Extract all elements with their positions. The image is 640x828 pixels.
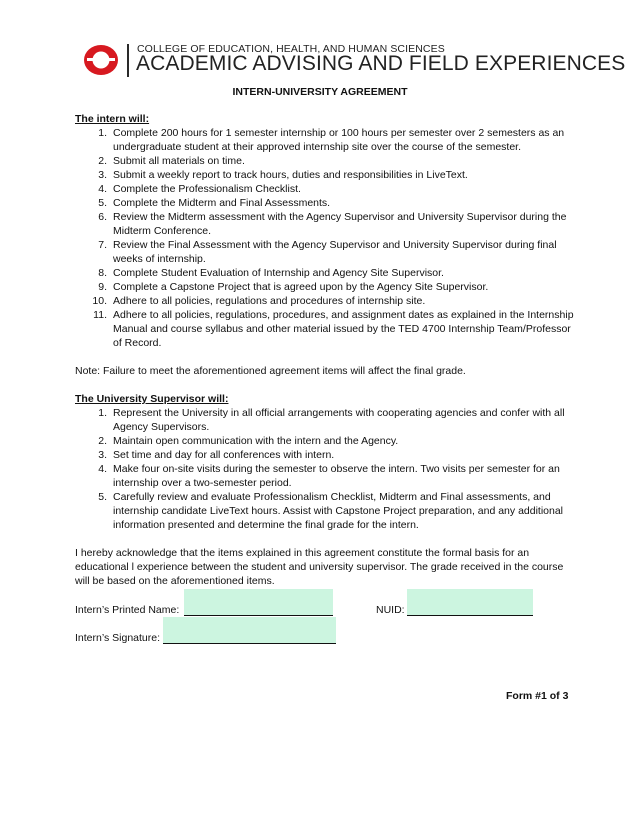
list-text: Submit a weekly report to track hours, duties and responsibilities in LiveText. [113,169,468,181]
signature-underline [163,643,336,644]
nuid-input[interactable] [407,589,533,616]
list-item [75,126,575,154]
supervisor-obligations-list [75,406,575,532]
list-text: Review the Final Assessment with the Agency Supervisor and University Supervisor during final weeks of internship. [113,239,557,265]
list-number: 6. [98,211,107,223]
nuid-label: NUID: [376,604,405,616]
intern-obligations-list [75,126,575,350]
list-item [75,434,575,448]
list-item [75,168,575,182]
list-number: 7. [98,239,107,251]
list-number: 4. [98,183,107,195]
list-item [75,182,575,196]
list-item [75,308,575,350]
list-item [75,196,575,210]
form-number: Form #1 of 3 [506,690,569,702]
list-number: 3. [98,169,107,181]
list-number: 3. [98,449,107,461]
acknowledgement-text: I hereby acknowledge that the items explained in this agreement constitute the formal basis for an educational l experience between the student and university supervisor. The grade received in the course will be based on the aforementioned items. [75,547,564,587]
signature-input[interactable] [163,617,336,644]
list-number: 2. [98,435,107,447]
list-item [75,294,575,308]
signature-label: Intern’s Signature: [75,632,161,644]
list-number: 11. [93,309,107,321]
list-item [75,266,575,280]
unomaha-logo-icon [81,42,121,83]
college-name: COLLEGE OF EDUCATION, HEALTH, AND HUMAN SCIENCES [137,43,445,55]
document-title: INTERN-UNIVERSITY AGREEMENT [232,86,408,98]
list-number: 1. [98,127,107,139]
list-text: Review the Midterm assessment with the Agency Supervisor and University Supervisor during the Midterm Conference. [113,211,567,237]
list-number: 5. [98,491,107,503]
list-number: 4. [98,463,107,475]
list-number: 8. [98,267,107,279]
list-number: 10. [92,295,107,307]
list-text: Complete 200 hours for 1 semester internship or 100 hours per semester over 2 semesters as an undergraduate student at their approved internship site over the course of the semester. [113,127,565,153]
list-item [75,448,575,462]
list-item [75,238,575,266]
list-text: Complete Student Evaluation of Internship and Agency Site Supervisor. [113,267,444,279]
list-text: Submit all materials on time. [113,155,245,167]
list-text: Complete a Capstone Project that is agreed upon by the Agency Site Supervisor. [113,281,489,293]
printed-name-input[interactable] [184,589,333,616]
list-number: 1. [98,407,107,419]
list-item [75,406,575,434]
list-text: Adhere to all policies, regulations, procedures, and assignment dates as explained in the Internship Manual and course syllabus and other material issued by the TED 4700 Internship Team/Professor of Record. [113,309,574,349]
printed-name-label: Intern’s Printed Name: [75,604,180,616]
list-text: Complete the Midterm and Final Assessments. [113,197,331,209]
nuid-underline [407,615,533,616]
list-text: Set time and day for all conferences with intern. [113,449,335,461]
list-text: Adhere to all policies, regulations and procedures of internship site. [113,295,426,307]
list-item [75,462,575,490]
list-text: Make four on-site visits during the semester to observe the intern. Two visits per semester for an internship over a two-semester period. [113,463,560,489]
agreement-body [75,112,575,588]
list-number: 5. [98,197,107,209]
list-text: Carefully review and evaluate Professionalism Checklist, Midterm and Final assessments, and internship candidate LiveText hours. Assist with Capstone Project preparation, and any additional information presented and determine the final grade for the intern. [113,491,564,531]
supervisor-section-heading: The University Supervisor will: [75,393,229,405]
list-text: Complete the Professionalism Checklist. [113,183,301,195]
list-item [75,154,575,168]
printed-name-underline [184,615,333,616]
list-text: Represent the University in all official arrangements with cooperating agencies and confer with all Agency Supervisors. [113,407,565,433]
header-divider [127,44,129,77]
list-item [75,490,575,532]
list-text: Maintain open communication with the intern and the Agency. [113,435,399,447]
list-item [75,280,575,294]
department-name: ACADEMIC ADVISING AND FIELD EXPERIENCES [136,52,626,75]
intern-section-heading: The intern will: [75,113,150,125]
list-number: 2. [98,155,107,167]
grade-note: Note: Failure to meet the aforementioned agreement items will affect the final grade. [75,365,466,377]
list-item [75,210,575,238]
list-number: 9. [98,281,107,293]
